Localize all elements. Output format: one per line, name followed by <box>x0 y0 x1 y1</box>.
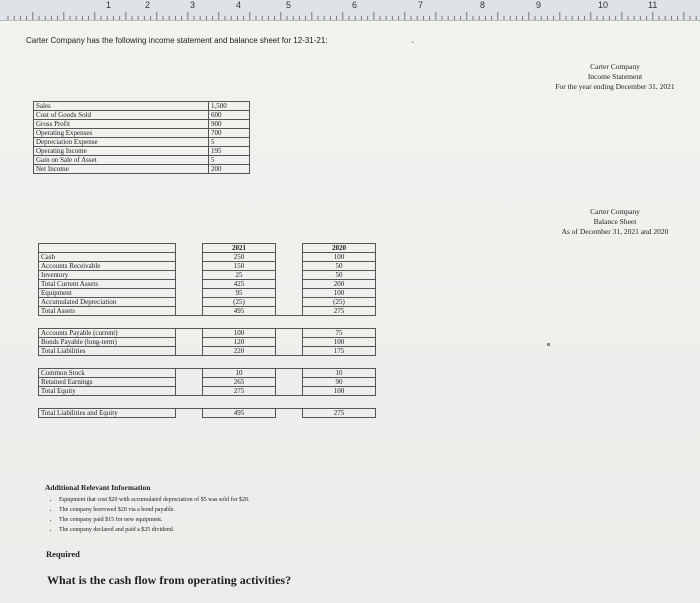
value-2020: 100 <box>303 338 376 347</box>
value-2021: 495 <box>203 307 276 316</box>
intro-text: Carter Company has the following income statement and balance sheet for 12-31-21: <box>26 36 328 45</box>
table-cell <box>276 329 303 338</box>
question-text: What is the cash flow from operating activities? <box>47 573 292 587</box>
table-cell <box>276 307 303 316</box>
info-item: • The company paid $15 for new equipment. <box>59 515 249 525</box>
table-cell <box>203 396 276 409</box>
row-label: Total Equity <box>39 387 176 396</box>
value-2020: 10 <box>303 369 376 378</box>
row-label: Total Liabilities <box>39 347 176 356</box>
row-label: Common Stock <box>39 369 176 378</box>
row-value: 700 <box>209 129 250 138</box>
blank-row <box>39 316 376 329</box>
table-cell <box>176 378 203 387</box>
table-cell <box>176 271 203 280</box>
value-2020: 200 <box>303 280 376 289</box>
table-cell <box>176 409 203 418</box>
table-cell <box>176 298 203 307</box>
statement-date: As of December 31, 2021 and 2020 <box>561 227 669 236</box>
value-2021: 275 <box>203 387 276 396</box>
table-cell <box>276 316 303 329</box>
document-page[interactable] <box>0 21 700 603</box>
income-statement-table <box>33 101 250 174</box>
ruler-number: 1 <box>106 0 112 10</box>
balance-sheet-heading <box>555 207 675 237</box>
row-label: Cash <box>39 253 176 262</box>
row-label: Sales <box>34 102 209 111</box>
value-2021: 95 <box>203 289 276 298</box>
table-row <box>34 102 250 111</box>
row-label: Operating Income <box>34 147 209 156</box>
row-label: Gain on Sale of Asset <box>34 156 209 165</box>
table-cell <box>303 316 376 329</box>
table-cell <box>39 316 176 329</box>
table-cell <box>276 280 303 289</box>
table-row <box>39 262 376 271</box>
ruler-number: 9 <box>536 0 542 10</box>
table-cell <box>176 396 203 409</box>
value-2021: 10 <box>203 369 276 378</box>
row-label: Accounts Receivable <box>39 262 176 271</box>
table-cell <box>176 338 203 347</box>
ruler-number: 6 <box>352 0 358 10</box>
table-cell <box>176 329 203 338</box>
table-cell <box>203 356 276 369</box>
table-cell <box>276 409 303 418</box>
row-label: Inventory <box>39 271 176 280</box>
table-cell <box>276 396 303 409</box>
company-name: Carter Company <box>590 207 640 216</box>
table-row <box>39 338 376 347</box>
table-row <box>39 298 376 307</box>
stray-mark <box>547 343 550 346</box>
value-2021: (25) <box>203 298 276 307</box>
column-header-2020: 2020 <box>303 244 376 253</box>
required-label: Required <box>46 549 80 559</box>
table-cell <box>176 289 203 298</box>
table-cell <box>203 316 276 329</box>
table-row <box>39 347 376 356</box>
statement-title: Balance Sheet <box>593 217 637 226</box>
info-item: • The company declared and paid a $25 dividend. <box>59 525 249 535</box>
table-cell <box>276 338 303 347</box>
ruler-number: 4 <box>236 0 242 10</box>
ruler-number: 7 <box>418 0 424 10</box>
table-cell <box>176 347 203 356</box>
table-cell <box>276 262 303 271</box>
table-cell <box>39 396 176 409</box>
table-cell <box>276 369 303 378</box>
row-label: Operating Expenses <box>34 129 209 138</box>
ruler-number: 2 <box>145 0 151 10</box>
value-2021: 25 <box>203 271 276 280</box>
table-row <box>39 409 376 418</box>
table-row <box>34 138 250 147</box>
value-2020: 50 <box>303 262 376 271</box>
ruler-number: 10 <box>598 0 609 10</box>
table-row <box>39 289 376 298</box>
row-value: 5 <box>209 138 250 147</box>
row-label: Cost of Goods Sold <box>34 111 209 120</box>
ruler-number: 3 <box>190 0 196 10</box>
table-header-row <box>39 244 376 253</box>
row-value: 1,500 <box>209 102 250 111</box>
table-row <box>39 271 376 280</box>
statement-title: Income Statement <box>587 72 643 81</box>
blank-row <box>39 356 376 369</box>
info-item: • Equipment that cost $20 with accumulated depreciation of $5 was sold for $20. <box>59 495 249 505</box>
table-row <box>34 156 250 165</box>
value-2020: (25) <box>303 298 376 307</box>
table-cell <box>276 387 303 396</box>
ruler-number: 8 <box>480 0 486 10</box>
table-cell <box>176 262 203 271</box>
table-cell <box>176 244 203 253</box>
document-ruler[interactable] <box>0 0 700 21</box>
table-cell <box>176 253 203 262</box>
table-row <box>34 120 250 129</box>
table-cell <box>303 356 376 369</box>
value-2020: 50 <box>303 271 376 280</box>
table-cell <box>176 307 203 316</box>
table-cell <box>176 387 203 396</box>
row-value: 195 <box>209 147 250 156</box>
value-2020: 75 <box>303 329 376 338</box>
table-cell <box>176 356 203 369</box>
table-cell <box>276 298 303 307</box>
table-cell <box>39 356 176 369</box>
value-2021: 150 <box>203 262 276 271</box>
statement-period: For the year ending December 31, 2021 <box>555 82 675 91</box>
additional-info-list <box>45 495 249 535</box>
row-label: Gross Profit <box>34 120 209 129</box>
table-cell <box>176 316 203 329</box>
table-cell <box>276 253 303 262</box>
row-label: Retained Earnings <box>39 378 176 387</box>
row-label: Net Income <box>34 165 209 174</box>
ruler-number: 5 <box>286 0 292 10</box>
row-label: Bonds Payable (long-term) <box>39 338 176 347</box>
table-row <box>39 369 376 378</box>
table-cell <box>276 271 303 280</box>
table-cell <box>276 347 303 356</box>
ruler-ticks <box>0 0 700 20</box>
value-2021: 425 <box>203 280 276 289</box>
row-label: Total Liabilities and Equity <box>39 409 176 418</box>
table-cell <box>276 289 303 298</box>
value-2020: 100 <box>303 387 376 396</box>
row-value: 600 <box>209 111 250 120</box>
table-row <box>39 280 376 289</box>
value-2021: 250 <box>203 253 276 262</box>
value-2020: 90 <box>303 378 376 387</box>
row-label: Total Assets <box>39 307 176 316</box>
additional-info-title: Additional Relevant Information <box>45 483 151 492</box>
table-cell <box>176 369 203 378</box>
balance-sheet-table <box>38 243 376 418</box>
table-row <box>39 329 376 338</box>
row-label: Equipment <box>39 289 176 298</box>
row-value: 900 <box>209 120 250 129</box>
table-cell <box>303 396 376 409</box>
row-label: Accumulated Depreciation <box>39 298 176 307</box>
value-2020: 100 <box>303 253 376 262</box>
value-2020: 175 <box>303 347 376 356</box>
table-row <box>34 165 250 174</box>
table-cell <box>276 356 303 369</box>
column-header-2021: 2021 <box>203 244 276 253</box>
table-row <box>34 129 250 138</box>
value-2021: 220 <box>203 347 276 356</box>
blank-row <box>39 396 376 409</box>
table-row <box>39 253 376 262</box>
ruler-number: 11 <box>648 0 658 10</box>
text-cursor-mark: · <box>411 38 415 49</box>
row-label: Total Current Assets <box>39 280 176 289</box>
table-cell <box>176 280 203 289</box>
value-2020: 275 <box>303 409 376 418</box>
row-label: Accounts Payable (current) <box>39 329 176 338</box>
table-row <box>34 147 250 156</box>
value-2021: 120 <box>203 338 276 347</box>
value-2021: 495 <box>203 409 276 418</box>
table-row <box>34 111 250 120</box>
row-value: 5 <box>209 156 250 165</box>
income-statement-heading <box>540 62 690 92</box>
table-row <box>39 378 376 387</box>
row-label: Depreciation Expense <box>34 138 209 147</box>
info-item: • The company borrowed $20 via a bond payable. <box>59 505 249 515</box>
value-2021: 100 <box>203 329 276 338</box>
value-2020: 275 <box>303 307 376 316</box>
table-cell <box>39 244 176 253</box>
company-name: Carter Company <box>590 62 640 71</box>
table-cell <box>276 378 303 387</box>
row-value: 200 <box>209 165 250 174</box>
table-row <box>39 387 376 396</box>
value-2021: 265 <box>203 378 276 387</box>
table-row <box>39 307 376 316</box>
value-2020: 100 <box>303 289 376 298</box>
table-cell <box>276 244 303 253</box>
